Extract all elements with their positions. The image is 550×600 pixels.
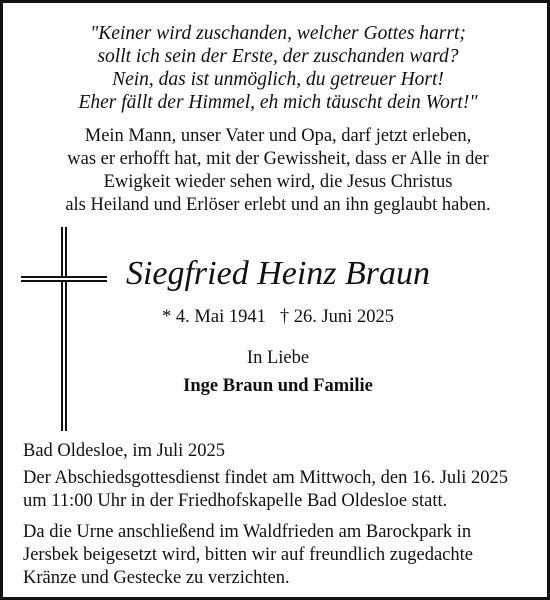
funeral-service-info xyxy=(23,467,538,513)
burial-info xyxy=(23,521,538,590)
service-line: um 11:00 Uhr in der Friedhofskapelle Bad Oldesloe statt. xyxy=(23,491,448,511)
birth-date: * 4. Mai 1941 xyxy=(162,307,266,327)
message-line: was er erhofft hat, mit der Gewissheit, dass er Alle in der xyxy=(67,149,489,169)
place-and-date: Bad Oldesloe, im Juli 2025 xyxy=(23,441,225,461)
mourner-names: Inge Braun und Familie xyxy=(183,376,373,396)
death-date: † 26. Juni 2025 xyxy=(279,307,394,327)
cross-icon xyxy=(21,227,107,431)
cross-horizontal-beam xyxy=(21,276,107,282)
verse-line: "Keiner wird zuschanden, welcher Gottes harrt; xyxy=(90,23,466,44)
verse-line: sollt ich sein der Erste, der zuschanden ward? xyxy=(97,46,459,67)
life-dates xyxy=(93,305,463,329)
service-line: Der Abschiedsgottesdienst findet am Mittwoch, den 16. Juli 2025 xyxy=(23,468,509,488)
bible-verse-quote xyxy=(23,22,533,114)
farewell-message xyxy=(23,125,533,217)
message-line: als Heiland und Erlöser erlebt und an ihn geglaubt haben. xyxy=(65,195,491,215)
burial-line: Da die Urne anschließend im Waldfrieden am Barockpark in xyxy=(23,522,472,542)
in-love-label: In Liebe xyxy=(246,348,310,368)
verse-line: Eher fällt der Himmel, eh mich täuscht dein Wort!" xyxy=(78,92,478,113)
deceased-name: Siegfried Heinz Braun xyxy=(125,255,431,292)
burial-line: Kränze und Gestecke zu verzichten. xyxy=(23,568,290,588)
verse-line: Nein, das ist unmöglich, du getreuer Hort! xyxy=(112,69,444,90)
message-line: Mein Mann, unser Vater und Opa, darf jetzt erleben, xyxy=(84,126,472,146)
cross-vertical-beam xyxy=(61,227,67,431)
burial-line: Jersbek beigesetzt wird, bitten wir auf freundlich zugedachte xyxy=(23,545,473,565)
message-line: Ewigkeit wieder sehen wird, die Jesus Christus xyxy=(103,172,453,192)
